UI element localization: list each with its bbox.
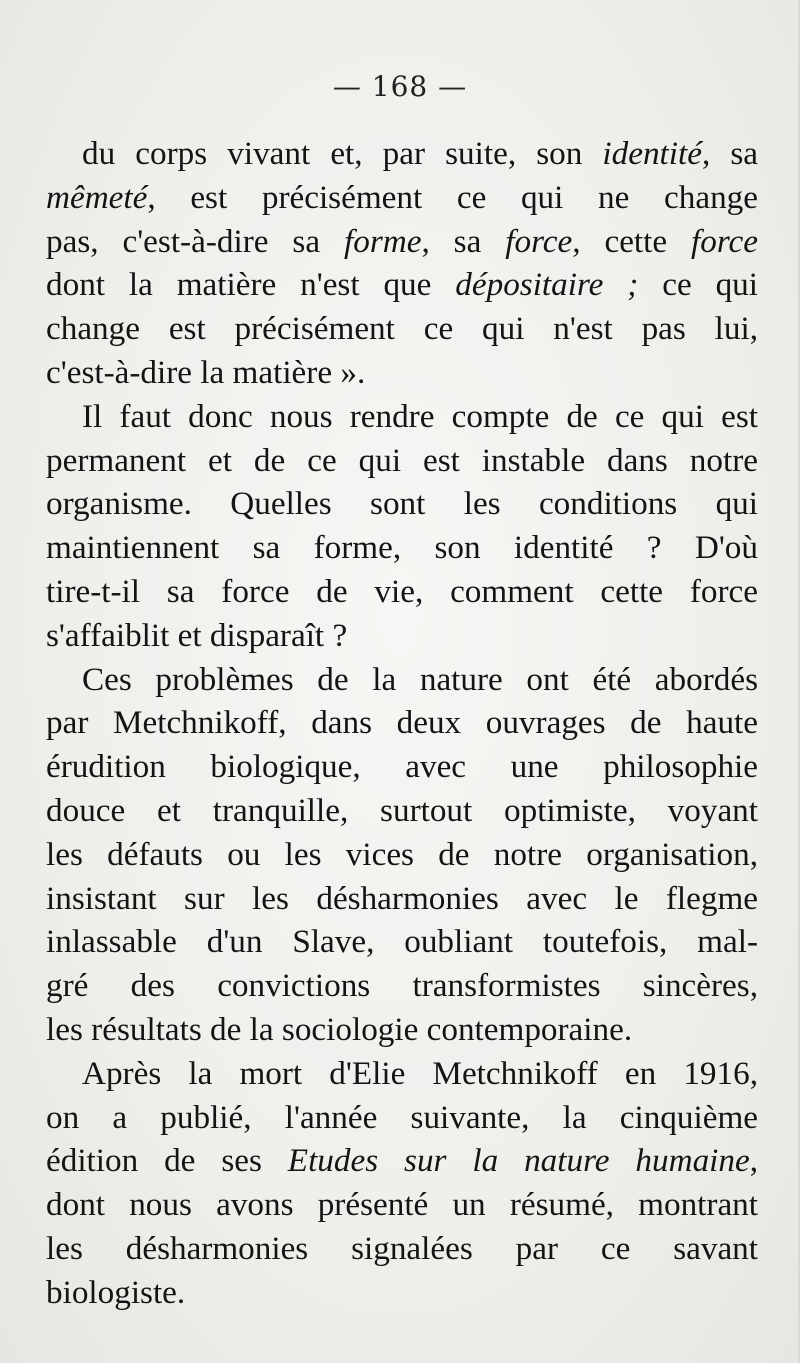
text-segment: gré des convictions transformistes sincères, <box>46 967 758 1005</box>
text-line <box>46 1052 758 1096</box>
page-number: — 168 — <box>332 70 468 103</box>
text-line <box>46 877 758 921</box>
text-line <box>46 176 758 220</box>
text-segment: les résultats de la sociologie contemporaine. <box>46 1010 633 1048</box>
text-line <box>46 351 758 395</box>
text-segment: par Metchnikoff, dans deux ouvrages de haute <box>46 704 758 742</box>
text-segment: , sa <box>421 222 506 260</box>
text-line <box>46 1227 758 1271</box>
text-line <box>46 701 758 745</box>
text-line <box>46 570 758 614</box>
text-line <box>46 614 758 658</box>
text-segment: les défauts ou les vices de notre organisation, <box>46 835 758 873</box>
italic-text: force <box>691 222 759 260</box>
paragraph <box>46 1052 758 1315</box>
text-segment: , cette <box>572 222 692 260</box>
text-line <box>46 833 758 877</box>
text-line <box>46 395 758 439</box>
text-line <box>46 132 758 176</box>
text-segment: du corps vivant et, par suite, son <box>82 135 603 172</box>
text-segment: , est précisément ce qui ne change <box>147 178 758 216</box>
text-segment: Après la mort d'Elie Metchnikoff en 1916, <box>82 1054 758 1092</box>
italic-text: forme <box>344 222 422 260</box>
text-segment: dont nous avons présenté un résumé, montrant <box>46 1186 758 1224</box>
text-line <box>46 658 758 702</box>
text-segment: pas, c'est-à-dire sa <box>46 222 344 260</box>
text-segment: douce et tranquille, surtout optimiste, voyant <box>46 791 758 829</box>
text-segment: change est précisément ce qui n'est pas lui, <box>46 310 758 348</box>
text-segment: dont la matière n'est que <box>46 266 456 304</box>
text-segment: tire-t-il sa force de vie, comment cette force <box>46 572 758 610</box>
text-segment: édition de ses <box>46 1142 288 1180</box>
italic-text: dépositaire ; <box>455 266 639 304</box>
text-line <box>46 1096 758 1140</box>
text-segment: c'est-à-dire la matière ». <box>46 353 366 391</box>
paragraph <box>46 658 758 1052</box>
text-line <box>46 307 758 351</box>
text-line <box>46 1008 758 1052</box>
paragraph <box>46 395 758 658</box>
text-line <box>46 1183 758 1227</box>
text-segment: s'affaiblit et disparaît ? <box>46 616 348 654</box>
text-line <box>46 964 758 1008</box>
italic-text: force <box>505 222 573 260</box>
text-line <box>46 482 758 526</box>
text-line <box>46 263 758 307</box>
italic-text: Etudes sur la nature humaine <box>287 1142 750 1180</box>
italic-text: identité <box>602 135 702 172</box>
text-segment: permanent et de ce qui est instable dans notre <box>46 441 758 479</box>
text-segment: ce qui <box>638 266 758 304</box>
text-segment: , sa <box>701 135 758 172</box>
body-text <box>46 132 758 1315</box>
text-line <box>46 1139 758 1183</box>
text-segment: Il faut donc nous rendre compte de ce qui est <box>82 397 758 435</box>
text-segment: on a publié, l'année suivante, la cinquième <box>46 1098 758 1136</box>
paragraph <box>46 132 758 395</box>
text-line <box>46 220 758 264</box>
text-segment: Ces problèmes de la nature ont été abordés <box>82 660 758 698</box>
text-line <box>46 439 758 483</box>
text-line <box>46 920 758 964</box>
text-line <box>46 1271 758 1315</box>
italic-text: mêmeté <box>46 178 148 216</box>
text-line <box>46 745 758 789</box>
text-segment: insistant sur les désharmonies avec le flegme <box>46 879 758 917</box>
text-segment: maintiennent sa forme, son identité ? D'où <box>46 529 758 567</box>
text-segment: érudition biologique, avec une philosophie <box>46 748 758 786</box>
text-segment: biologiste. <box>46 1273 186 1311</box>
text-segment: inlassable d'un Slave, oubliant toutefois, mal- <box>46 923 758 961</box>
text-segment: , <box>749 1142 758 1180</box>
text-line <box>46 789 758 833</box>
text-segment: les désharmonies signalées par ce savant <box>46 1229 758 1267</box>
text-segment: organisme. Quelles sont les conditions qui <box>46 485 758 523</box>
text-line <box>46 526 758 570</box>
